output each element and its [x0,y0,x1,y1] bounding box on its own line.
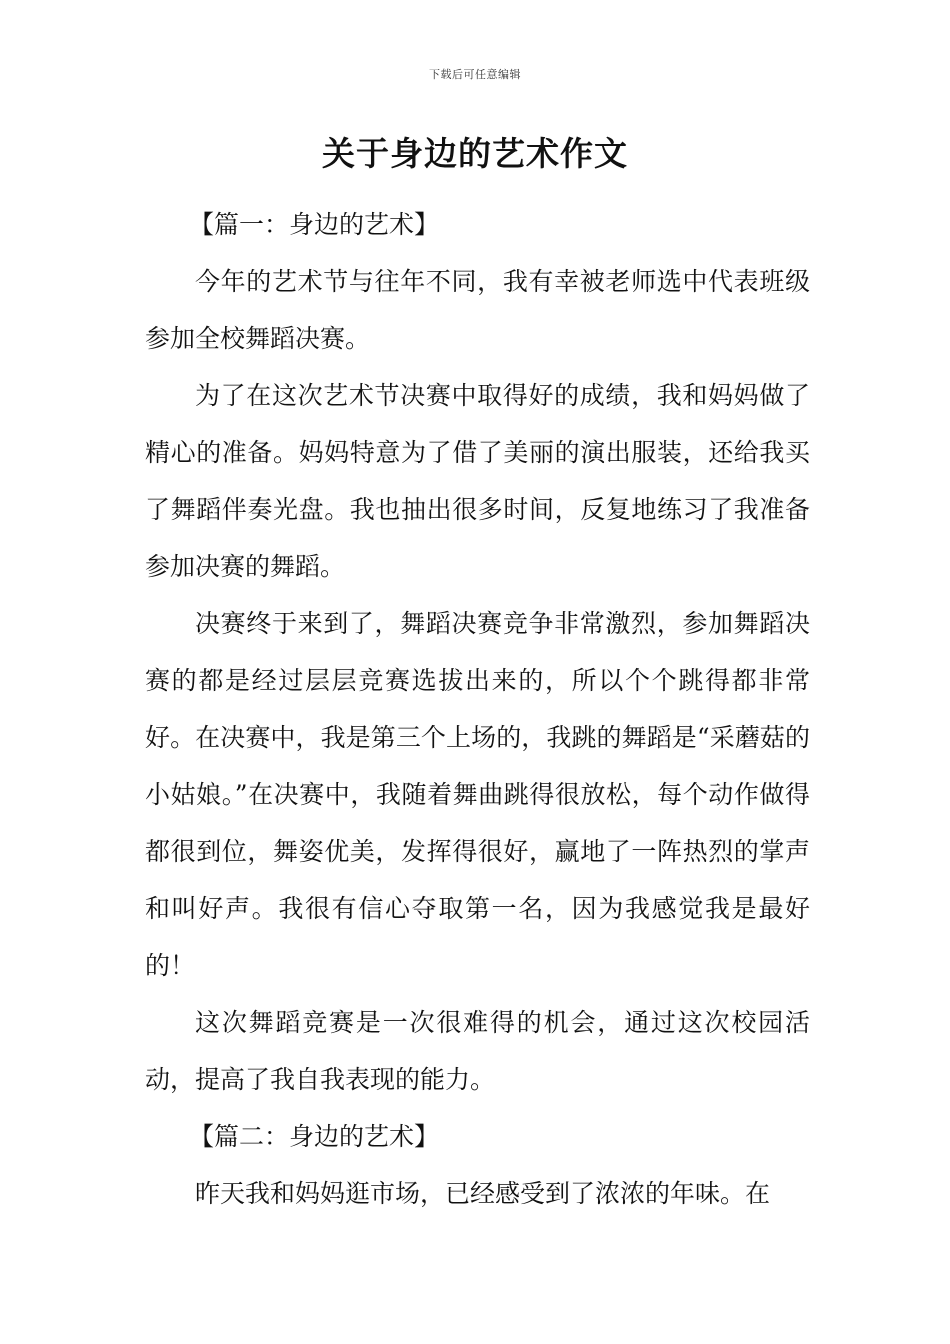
page-header-note: 下载后可任意编辑 [429,68,521,81]
paragraph: 昨天我和妈妈逛市场，已经感受到了浓浓的年味。在 [195,1179,771,1208]
paragraph: 为了在这次艺术节决赛中取得好的成绩，我和妈妈做了精心的准备。妈妈特意为了借了美丽的演出服装，还给我买了舞蹈伴奏光盘。我也抽出很多时间，反复地练习了我准备参加决赛的舞蹈。 [145,381,810,581]
document-title: 关于身边的艺术作文 [322,134,628,173]
paragraph: 这次舞蹈竞赛是一次很难得的机会，通过这次校园活动，提高了我自我表现的能力。 [145,1008,810,1094]
paragraph: 今年的艺术节与往年不同，我有幸被老师选中代表班级参加全校舞蹈决赛。 [145,267,810,353]
document-body [145,196,810,1222]
paragraph: 决赛终于来到了，舞蹈决赛竞争非常激烈，参加舞蹈决赛的都是经过层层竞赛选拔出来的，所以个个跳得都非常好。在决赛中，我是第三个上场的，我跳的舞蹈是“采蘑菇的小姑娘。”在决赛中，我随着舞曲跳得很放松，每个动作做得都很到位，舞姿优美，发挥得很好，赢地了一阵热烈的掌声和叫好声。我很有信心夺取第一名，因为我感觉我是最好的！ [145,609,810,980]
section-heading-1: 【篇一：身边的艺术】 [189,210,440,239]
section-heading-2: 【篇二：身边的艺术】 [189,1122,440,1151]
